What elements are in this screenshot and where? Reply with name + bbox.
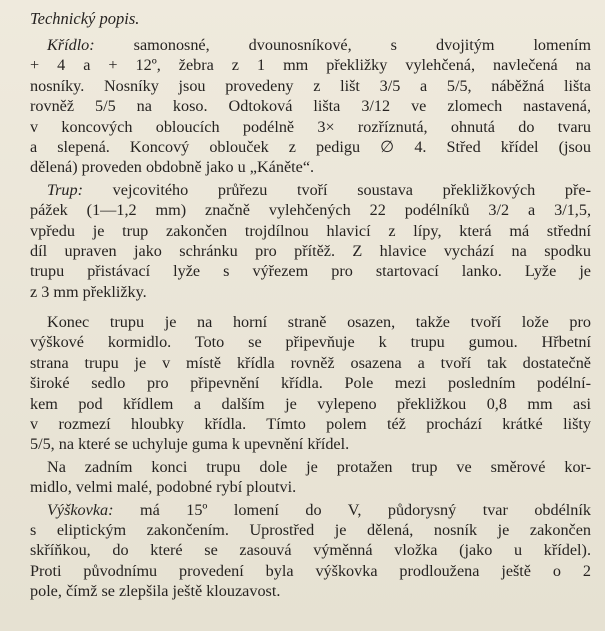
text-line: skříňkou, do které se zasouvá výměnná vložka (jako u křídel). (30, 541, 591, 560)
text-line: nosníky. Nosníky jsou provedeny z lišt 3/5 a 5/5, náběžná lišta (30, 76, 591, 95)
text-line: midlo, velmi malé, podobné rybí ploutvi. (30, 478, 297, 497)
paragraph-zadni-konec (30, 457, 591, 498)
text-line: z 3 mm překližky. (30, 282, 147, 301)
text-line: dělená) proveden obdobně jako u „Káněte“. (30, 158, 315, 177)
term-vyskovka: Výškovka: (47, 500, 114, 519)
text-line: Proti původnímu provedení byla výškovka prodloužena ještě o 2 (30, 561, 591, 580)
text-line: trupu přistávací lyže s výřezem pro startovací lanko. Lyže je (30, 262, 591, 281)
text-line: Křídlo: samonosné, dvounosníkové, s dvojitým lomením (47, 36, 591, 54)
term-trup: Trup: (47, 180, 83, 199)
text-line: díl upraven jako schránku pro přítěž. Z hlavice vychází na spodku (30, 241, 591, 260)
text-line: Trup: vejcovitého průřezu tvoří soustava překližkových pře- (47, 180, 591, 199)
text-line: Na zadním konci trupu dole je protažen trup ve směrové kor- (47, 457, 591, 476)
text-line: v koncových obloucích podélně 3× rozříznutá, ohnutá do tvaru (30, 117, 591, 136)
text-line: vpředu je trup zakončen trojdílnou hlavicí z lípy, která má střední (30, 221, 591, 240)
text-line: v rozmezí hloubky křídla. Tímto polem též prochází krátké lišty (30, 415, 591, 434)
text-line: 5/5, na které se uchyluje guma k upevnění křídel. (30, 435, 350, 454)
paragraph-gap (30, 304, 591, 312)
text-line: pole, čímž se zlepšila ještě klouzavost. (30, 582, 281, 601)
text-line: rovněž 5/5 na koso. Odtoková lišta 3/12 ve zlomech nastavená, (30, 97, 591, 116)
text-line: s eliptickým zakončením. Uprostřed je dělená, nosník je zakončen (30, 520, 591, 539)
document-heading: Technický popis. (30, 9, 140, 28)
paragraph-vyskovka (30, 500, 591, 602)
text-line: + 4 a + 12º, žebra z 1 mm překližky vylehčená, navlečená na (30, 56, 591, 75)
text-line: strana trupu je v místě křídla rovněž osazena a tvoří tak dostatečně (30, 353, 591, 372)
text-line: široké sedlo pro připevnění křídla. Pole mezi posledním podélní- (30, 374, 591, 393)
paragraph-kridlo (30, 35, 591, 178)
paragraph-konec-trupu (30, 312, 591, 455)
text-line: kem pod křídlem a dalším je vylepeno překližkou 0,8 mm asi (30, 394, 591, 413)
term-kridlo: Křídlo: (47, 36, 95, 54)
text-line: pážek (1—1,2 mm) značně vylehčených 22 podélníků 3/2 a 3/1,5, (30, 201, 591, 220)
text-line: výškové kormidlo. Toto se připevňuje k trupu gumou. Hřbetní (30, 333, 591, 352)
paragraph-trup (30, 180, 591, 302)
text-line: Výškovka: má 15º lomení do V, půdorysný tvar obdélník (47, 500, 591, 519)
text-line: Konec trupu je na horní straně osazen, takže tvoří lože pro (47, 313, 591, 332)
text-line: a slepená. Koncový oblouček z pedigu ∅ 4. Střed křídel (jsou (30, 137, 591, 156)
